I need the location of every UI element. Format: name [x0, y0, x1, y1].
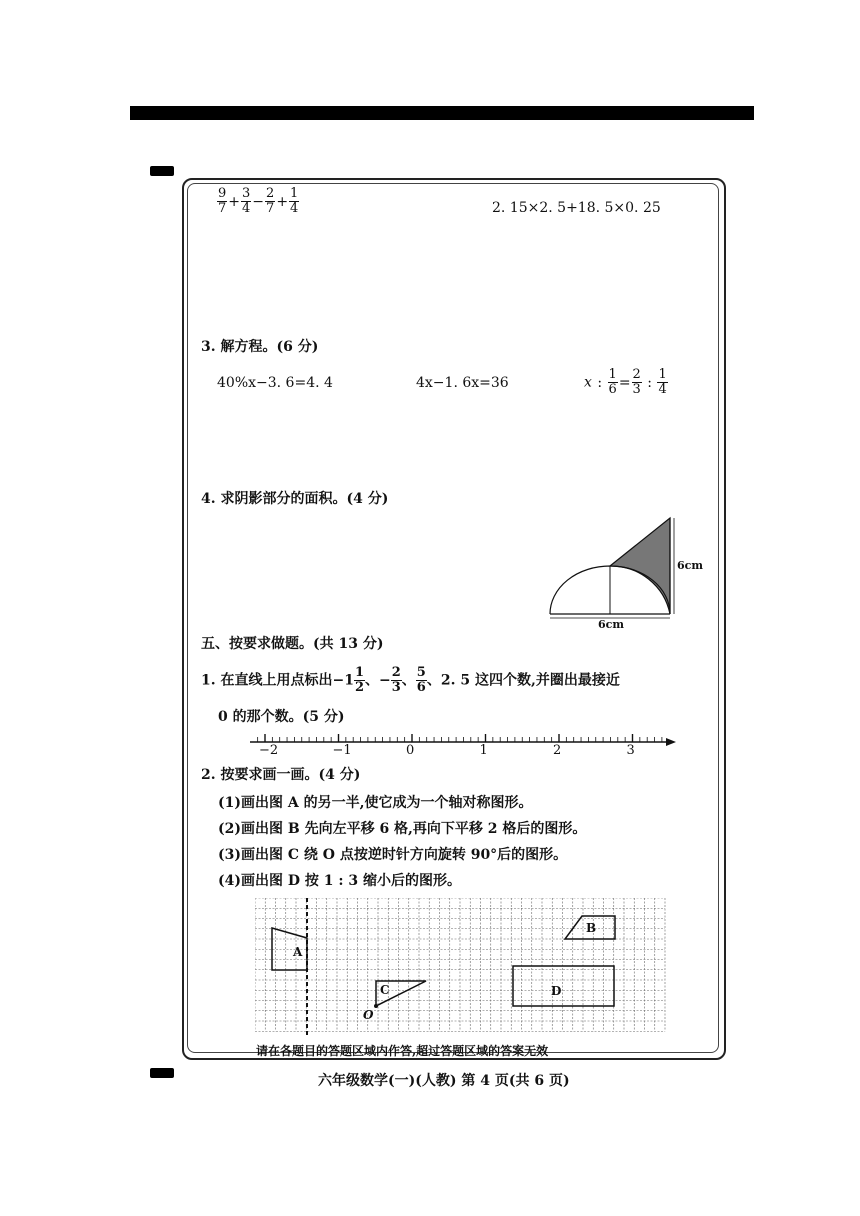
q3-equation-2: 4x−1. 6x=36 [416, 375, 509, 391]
page-info: 六年级数学(一)(人教) 第 4 页(共 6 页) [318, 1073, 570, 1089]
fraction: $\frac{9}{7}$ [218, 186, 227, 216]
fraction: $\frac{1}{4}$ [290, 186, 299, 216]
number-line [240, 730, 680, 760]
q3-equation-3: x : $\frac{1}{6}$ = $\frac{2}{3}$ : $\frac{1}{4}$ [584, 367, 667, 397]
q3-equation-1: 40%x−3. 6=4. 4 [217, 375, 333, 391]
s5-q1-line1: 1. 在直线上用点标出−1 $\frac{1}{2}$ 、− $\frac{2}{3}$ 、 $\frac{5}{6}$ 、2. 5 这四个数,并圈出最接近 [201, 665, 620, 695]
registration-marker-bottom [150, 1068, 174, 1078]
s5-q2-title: 2. 按要求画一画。(4 分) [201, 767, 361, 783]
s5-q2-item-3: (3)画出图 C 绕 O 点按逆时针方向旋转 90°后的图形。 [218, 847, 568, 863]
s5-q2-item-4: (4)画出图 D 按 1 : 3 缩小后的图形。 [218, 873, 462, 889]
label-c: C [380, 983, 390, 997]
top-black-bar [130, 106, 754, 120]
number-line-label: 2 [553, 743, 562, 758]
s5-q1-line2: 0 的那个数。(5 分) [218, 709, 345, 725]
number-line-label: 1 [479, 743, 488, 758]
label-o: O [363, 1008, 374, 1022]
number-line-label: 0 [406, 743, 415, 758]
number-line-label: 3 [626, 743, 635, 758]
q4-width-label: 6cm [598, 618, 624, 631]
label-a: A [293, 945, 303, 959]
fraction: $\frac{2}{7}$ [266, 186, 275, 216]
calc-expression-2: 2. 15×2. 5+18. 5×0. 25 [492, 200, 661, 216]
drawing-grid [255, 898, 670, 1038]
q4-title: 4. 求阴影部分的面积。(4 分) [201, 491, 389, 507]
figure-d [513, 966, 614, 1006]
number-line-label: −2 [259, 743, 279, 758]
q3-title: 3. 解方程。(6 分) [201, 339, 319, 355]
q4-height-label: 6cm [677, 559, 703, 572]
section5-title: 五、按要求做题。(共 13 分) [201, 636, 384, 652]
number-line-label: −1 [332, 743, 352, 758]
registration-marker-top [150, 166, 174, 176]
s5-q2-item-1: (1)画出图 A 的另一半,使它成为一个轴对称图形。 [218, 795, 533, 811]
label-b: B [586, 921, 597, 935]
s5-q2-item-2: (2)画出图 B 先向左平移 6 格,再向下平移 2 格后的图形。 [218, 821, 587, 837]
point-o [374, 1004, 378, 1008]
calc-expression-1: $\frac{9}{7}$ + $\frac{3}{4}$ − $\frac{2}{7}$ + $\frac{1}{4}$ [218, 186, 299, 216]
fraction: $\frac{3}{4}$ [242, 186, 251, 216]
answer-area-notice: 请在各题目的答题区域内作答,超过答题区域的答案无效 [256, 1044, 549, 1058]
label-d: D [551, 984, 562, 998]
